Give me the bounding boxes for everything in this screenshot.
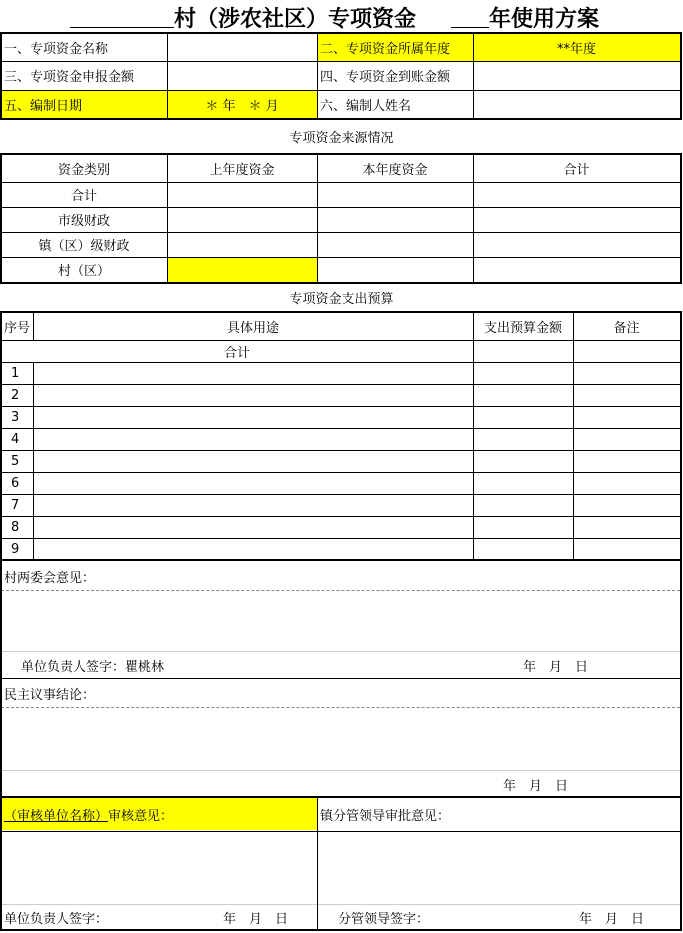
budget-row-no: 4: [11, 431, 20, 447]
source-header-last-year: 上年度资金: [209, 162, 275, 178]
item2-value[interactable]: **年度: [556, 41, 596, 57]
budget-header-amount: 支出预算金额: [483, 321, 562, 336]
title-part2: 年使用方案: [489, 6, 600, 32]
review-opinion-header: [1, 798, 317, 830]
budget-row-no: 1: [11, 365, 20, 381]
item6-value-field[interactable]: [473, 90, 680, 118]
document-title: [0, 0, 683, 32]
budget-row-no: 5: [11, 453, 20, 469]
source-row-city: 市级财政: [57, 214, 110, 229]
budget-row-no: 9: [11, 541, 20, 557]
item5-label: 五、编制日期: [4, 98, 83, 114]
village-opinion-field[interactable]: [1, 591, 680, 651]
source-row-village: 村（区）: [57, 264, 110, 279]
item5-value[interactable]: ＊ 年 ＊ 月: [205, 98, 279, 114]
source-heading: 专项资金来源情况: [289, 130, 394, 146]
town-approval-label: 镇分管领导审批意见：: [320, 808, 451, 824]
source-row-total: 合计: [70, 189, 97, 204]
village-last-year-field[interactable]: [167, 257, 317, 282]
budget-row-no: 8: [11, 519, 20, 535]
budget-row-no: 7: [11, 497, 20, 513]
budget-row-no: 3: [11, 409, 20, 425]
budget-header-purpose: 具体用途: [226, 321, 279, 336]
village-sign-label: 单位负责人签字：瞿桃林: [21, 659, 165, 675]
budget-row-no: 6: [11, 475, 20, 491]
item1-value-field[interactable]: [167, 33, 317, 61]
item3-value-field[interactable]: [167, 61, 317, 90]
title-part1: 村（涉农社区）专项资金: [174, 6, 417, 32]
budget-header-remark: 备注: [613, 321, 640, 336]
budget-total-label: 合计: [223, 345, 250, 361]
source-header-category: 资金类别: [57, 162, 110, 178]
review-right-sign-label: 分管领导签字：: [338, 911, 430, 927]
review-left-sign-label: 单位负责人签字：: [4, 911, 109, 927]
budget-heading: 专项资金支出预算: [289, 292, 394, 307]
review-opinion-suffix: 审核意见：: [108, 808, 174, 824]
review-right-date: 年 月 日: [579, 911, 645, 927]
item2-label: 二、专项资金所属年度: [320, 41, 451, 57]
budget-header-no: 序号: [3, 321, 30, 336]
democratic-date: 年 月 日: [503, 778, 569, 794]
item3-label: 三、专项资金申报金额: [4, 70, 135, 85]
budget-row-no: 2: [11, 387, 20, 403]
source-header-this-year: 本年度资金: [362, 162, 428, 178]
village-date: 年 月 日: [523, 659, 589, 675]
item6-label: 六、编制人姓名: [320, 98, 412, 114]
item1-label: 一、专项资金名称: [4, 41, 109, 57]
review-left-date: 年 月 日: [223, 911, 289, 927]
review-unit-name[interactable]: （审核单位名称）: [4, 808, 109, 824]
village-opinion-label: 村两委会意见：: [4, 570, 96, 586]
town-approval-field[interactable]: [318, 832, 680, 904]
democratic-conclusion-field[interactable]: [1, 708, 680, 770]
item4-label: 四、专项资金到账金额: [320, 70, 451, 85]
source-header-total: 合计: [563, 162, 590, 178]
democratic-conclusion-label: 民主议事结论：: [4, 687, 96, 703]
source-row-town: 镇（区）级财政: [38, 239, 130, 254]
review-opinion-field[interactable]: [1, 832, 317, 904]
item4-value-field[interactable]: [473, 61, 680, 90]
